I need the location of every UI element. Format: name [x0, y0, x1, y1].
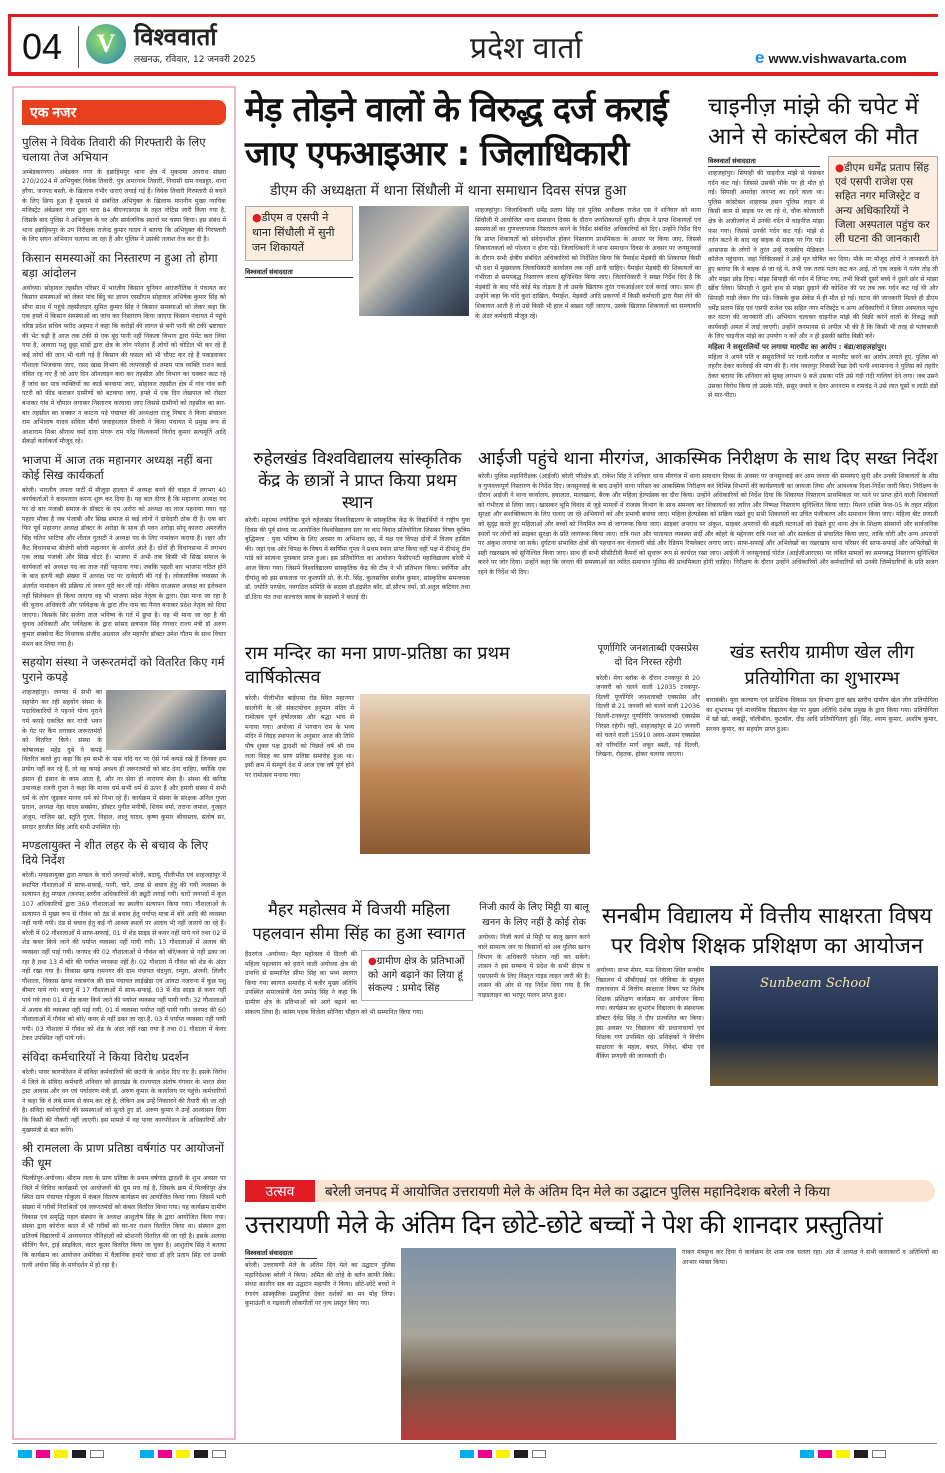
color-registration-bar [18, 1450, 104, 1458]
photo-sign: Sunbeam School [760, 976, 871, 991]
color-registration-bar [460, 1450, 546, 1458]
headline: पुलिस ने विवेक तिवारी की गिरफ्तारी के लिए चलाया तेज अभियान [22, 135, 206, 164]
article-body: अम्बेडकरनगर। अंबेडकर नगर के इब्राहिमपुर थाना क्षेत्र में मुकदमा अपराध संख्या 270/2024 में अभियुक्त विवेक तिवारी, पुत्र अमरनाथ तिवारी, निवासी ग्राम नवडहुर, थाना हरैया, जनपद बस्ती, के खिलाफ गंभीर धाराएं लगाई गई हैं। विवेक तिवारी गिरफ्तारी से बचने के लिए छिपा हुआ है मुकदमे से संबंधित अभियुक्त के खिलाफ माननीय मुख्य न्यायिक मजिस्ट्रेट अंबेडकर नगर द्वारा धारा 84 बीएनएसएस के तहत नोटिस जारी किया गया है, जिसके बाद पुलिस ने अभियुक्त के घर और सार्वजनिक स्थानों पर चस्पा किया। इस संबंध में थाना इब्राहिमपुर के उप निरीक्षक राजेन्द्र कुमार यादव ने बताया कि अभियुक्त की गिरफ्तारी के लिए सघन अभियान चलाया जा रहा है और पुलिस ने उसकी तलाश तेज कर दी है। [22, 168, 226, 244]
highlight-box: ●डीएम धर्मेंद्र प्रताप सिंह एवं एसपी राजेश एस सहित नगर मजिस्ट्रेट व अन्य अधिकारियों ने जिला अस्पताल पहुंच कर ली घटना की जानकारी [828, 156, 938, 251]
lead-article [245, 206, 701, 442]
article [22, 135, 226, 245]
article [22, 838, 226, 1044]
lead-story [245, 88, 701, 442]
khand-story [706, 640, 938, 885]
article [22, 655, 226, 832]
page-number: 04 [22, 26, 63, 67]
bullet-icon: ● [368, 956, 377, 967]
brand-logo: V [86, 24, 126, 64]
headline: राम मन्दिर का मना प्राण-प्रतिष्ठा का प्रथम वार्षिकोत्सव [245, 643, 510, 688]
ram-article [245, 694, 590, 884]
dateline: लखनऊ, रविवार, 12 जनवरी 2025 [134, 55, 256, 65]
lead-highlight-box: ●डीएम व एसपी ने थाना सिंधौली में सुनी जन शिकायतें [245, 206, 353, 261]
sunbeam-school-photo [710, 966, 938, 1086]
article [22, 1141, 226, 1270]
article-body: महिला ने अपने पति व ससुरालियों पर गाली-गलौज व मारपीट करने का आरोप लगाते हुए, पुलिस को तहरीर देकर कार्रवाई की मांग की है। गांव नवलपुर निवासी रेखा देवी पत्नी श्यामानन्द ने पुलिस को तहरीर देकर बताया कि शनिवार को सुबह लगभग 9 बजे उसका पति उसे गंदी गंदी गालियां देने लगा। जब उसने उसका विरोध किया तो उसके पति, ससुर जवारे व देवर अननराम व रामचंद्र ने उसे लात घूसों व लाठी डंडों से मार-पीटा। [708, 353, 938, 400]
article-body: शाहजहांपुर। जिलाधिकारी धर्मेंद्र प्रताप सिंह एवं पुलिस अधीक्षक राजेश एस ने शनिवार को थाना सिंधौली में आयोजित थाना समाधान दिवस के दौरान जनशिकायतें सुनी। डीएम ने प्राप्त शिकायतों एवं समस्याओं का गुणवत्तापरक निस्तारण करने के निर्देश संबंधित अधिकारियों को दिए। उन्होंने निर्देश दिए कि प्राप्त शिकायतों को संवेदनशील होकर निस्तारण प्राथमिकता के आधार पर किया जाए, जिससे शिकायतकर्ता को परेशान न होना पड़े। जिलाधिकारी ने थाना समाधान दिवस के अवसर पर जनसुनवाई के दौरान सभी क्षेत्रीय संबंधित अधिकारियों को निर्देशित किया कि पैमाईश मेड़बंदी की शिकायत किसी भी दशा में मुख्यालय जिलाधिकारी कार्यालय तक नहीं आनी चाहिए। पैमाईश मेड़बंदी की शिकायतों का गंभीरता से समयबद्ध निस्तारण करना सुनिश्चित किया जाए। जिलाधिकारी ने सख्त निर्देश दिए हैं कि मेड़बंदी के बाद यदि कोई मेड़ तोड़ता है तो उसके खिलाफ तुरंत एफआईआर दर्ज कराई जाए। साथ ही उन्होंने कहा कि यदि कुरां दाखिल, पैमाईश, मेड़बंदी आदि प्रकरणों में किसी कर्मचारी द्वारा पैसा लेने की शिकायत आती है तो उसे किसी भी हाल में बख्शा नहीं जाएगा, उसके खिलाफ शिकायतों का समयावधि के अंदर कर्मचारी मौजूद रहे। [475, 207, 701, 320]
masthead-rule [8, 72, 938, 76]
article-body: अयोध्या। निजी कार्य से मिट्टी या बालू खनन करने वाले सामान्य जन या किसानों को अब पुलिस खनन विभाग के अधिकारी परेशान नहीं कर सकेंगे। शासन ने इस सम्बन्ध में प्रदेश के सभी डीएम व एसएसपी के लिए विस्तृत गाइड लाइन जारी की है। शासन की ओर से यह निर्देश दिया गया है कि गाइडलाइन का भरपूर पालन प्राप्त हुआ। [478, 934, 590, 1000]
utsav-article [245, 1248, 938, 1440]
headline: सहयोग संस्था ने जरूरतमंदों को वितरित किए गर्म पुराने कपड़े [22, 655, 225, 685]
uttarayani-story [245, 1208, 938, 1440]
headline: आईजी पहुंचे थाना मीरगंज, आकस्मिक निरीक्षण के साथ दिए सख्त निर्देश [478, 449, 938, 469]
headline: खंड स्तरीय ग्रामीण खेल लीग प्रतियोगिता का शुभारम्भ [729, 642, 915, 689]
bullet-icon: ● [835, 162, 845, 174]
article-body: शाहजहांपुर। जनपद में सभी का सहयोग कर रही सहयोग संस्था के पदाधिकारियों ने पहनने योग्य पुराने गर्म कपड़े एकत्रित कर गांधी भवन के गेट पर कैंप लगाकर जरूरतमंदों को वितरित किये। संस्था के कोषाध्यक्ष महेंद्र दुबे ने कपड़े वितरित करते हुए कहा कि हम सभी के पास यदि घर पर ऐसे गर्म कपड़े रखे हैं जिनका हम प्रयोग नहीं कर रहे हैं, तो वह कपड़े अवश्य ही जरूरतमंदों को बांट देना चाहिए, क्योंकि एक इंसान ही इंसान के काम आता है, और नर सेवा ही नारायण सेवा है। संस्था की कनिष्ठ उपाध्यक्ष रजनी गुप्ता ने कहा कि मानव धर्म सभी धर्म से ऊपर है और हमारी संस्था में सभी धर्म के लोग जुड़कर मानव धर्म को निभा रहे हैं। कार्यक्रम में संस्था के संरक्षक अनिल गुप्ता प्रधान, अध्यक्ष नेहा यादव सक्सेना, डॉक्टर पुनीत मनीषी, शिवम वर्मा, तराना जमाल, नुजहत अंजुम, नाजिम खां, स्तुति गुप्ता, निहाल, शालू यादव, कृष्ण कुमार श्रीवास्तव, संतोष सर, सरदार हरजीत सिंह आदि सभी उपस्थित रहे। [22, 689, 226, 831]
sunbeam-article [596, 966, 938, 1170]
headline: सनबीम विद्यालय में वित्तीय साक्षरता विषय पर विशेष शिक्षक प्रशिक्षण का आयोजन [601, 904, 933, 959]
ram-story [245, 642, 590, 884]
bullet-icon: ● [252, 211, 262, 224]
constable-story [708, 92, 938, 440]
article-body: बरेली। उत्तरायणी मेले के अंतिम दिन मेले का उद्घाटन पुलिस महानिदेशक बरेली ने किया। अमित की लोहे के बर्तन काफी बिके। संध्या कालीन सत्र का उद्घाटन महापौर ने किया। छोटे-छोटे बच्चों ने रंगारंग सांस्कृतिक प्रस्तुतियां देकर दर्शकों का मन मोह लिया। कुमाऊंनी व गढ़वाली लोकगीतों पर नृत्य प्रस्तुत किए गए। [245, 1262, 395, 1308]
sunbeam-story [596, 902, 938, 1170]
byline: विश्ववार्ता संवाददाता [245, 1248, 317, 1259]
article [22, 251, 226, 447]
article-body: गाकर मंत्रमुग्ध कर दिया ये कार्यक्रम देर शाम तक चलता रहा। अंत में अध्यक्ष ने सभी कलाकारों व अतिथियों का आभार व्यक्त किया। [682, 1249, 938, 1266]
ek-nazar-badge: एक नजर [22, 100, 226, 125]
brand-name: विश्ववार्ता [134, 23, 217, 51]
purnagiri-story [596, 642, 700, 882]
headline: श्री रामलला के प्राण प्रतिष्ठा वर्षगांठ पर आयोजनों की धूम [22, 1141, 225, 1171]
highlight-box: ●ग्रामीण क्षेत्र के प्रतिभाओं को आगे बढ़ाने का लिया हूं संकल्प : प्रमोद सिंह [361, 950, 473, 1001]
maihar-article [245, 950, 473, 1170]
article-body: बाराबंकी। युवा कल्याण एवं प्रादेशिक विकास दल विभाग द्वारा खंड स्तरीय ग्रामीण खेल लीग प्रतियोगिता का शुभारम्भ पूर्व माध्यमिक विद्यालय बेड़ा पर मुख्य अतिथि दर्शक प्रमुख के द्वारा किया गया। प्रतियोगिता में खो खो, कबड्डी, वॉलीबॉल, फुटबॉल, दौड़ आदि प्रतियोगिताएं हुईं। सिंह, श्याम कुमार, आशीष कुमार, सरवन कुमार, का सहयोग प्राप्त हुआ। [706, 697, 938, 733]
headline: मैहर महोत्सव में विजयी महिला पहलवान सीमा सिंह का हुआ स्वागत [252, 900, 466, 943]
headline: भाजपा में आज तक महानगर अध्यक्ष नहीं बना कोई सिख कार्यकर्ता [22, 452, 213, 482]
headline: निजी कार्य के लिए मिट्टी या बालू खनन के लिए नहीं है कोई रोक [479, 902, 589, 929]
ig-story [478, 448, 938, 577]
ruhelkhand-story [245, 448, 470, 601]
strap-text: बरेली जनपद में आयोजित उत्तरायणी मेले के अंतिम दिन मेले का उद्घाटन पुलिस महानिदेशक बरेली ने किया [325, 1184, 830, 1199]
constable-article [708, 156, 938, 440]
headline: किसान समस्याओं का निस्तारण न हुआ तो होगा बड़ा आंदोलन [22, 250, 218, 280]
article [22, 1050, 226, 1135]
article-body: बरेली। पीलीभीत बाईपास रोड स्थित महानगर कालोनी के श्री संकटमोचन हनुमान मंदिर में रामोत्सव पूर्ण हर्षोल्लास और श्रद्धा भाव से मनाया गया। अयोध्या में भगवान राम के भव्य मंदिर में विग्रह स्थापना के अनुसार आज की तिथि पौष शुक्ल पक्ष द्वादशी को पिछले वर्ष श्री राम लला विग्रह का प्राण प्रतिष्ठा समारोह हुआ था। इसी क्रम में सम्पूर्ण देश में आज एक वर्ष पूर्ण होने पर रामोत्सव मनाया गया। [245, 695, 354, 779]
color-registration-bar [800, 1450, 886, 1458]
article-body: बरेली। पुलिस महानिरीक्षक (आईजी) बरेली परिक्षेत्र डॉ. राकेश सिंह ने शनिवार थाना मीरगंज में थाना समाधान दिवस के अवसर पर जनसुनवाई कर आम जनता की समस्याएं सुनी और उनकी शिकायतों के शीघ्र व गुणवत्तापूर्ण निस्तारण के निर्देश दिए। जनसुनवाई के बाद उन्होंने थाना परिसर का आकस्मिक निरीक्षण कर विभिन्न विभागों की कार्यप्रणाली का जायजा लिया और आवश्यक दिशा-निर्देश जारी किए। निरीक्षण के दौरान आईजी ने थाना कार्यालय, हवालात, मालखाना, बैरक और महिला हेल्पडेस्क का दौरा किया। उन्होंने अधिकारियों को निर्देश दिया कि शिकायत निस्तारण प्राथमिकता पर थाने पर प्राप्त होने वाली शिकायतों को गंभीरता से लिया जाए। खासकर भूमि विवाद से जुड़े मामलों में राजस्व विभाग के साथ समन्वय कर शिकायतों का त्वरित और निष्पक्ष निस्तारण सुनिश्चित किया जाए। मिशन शक्ति फेज-05 के तहत महिला सुरक्षा और सशक्तिकरण के लिए चलाए जा रहे अभियानों को और प्रभावी बनाया जाए। महिला हेल्पडेस्क को सक्रिय रखते हुए सभी शिकायतों का उचित पंजीकरण और समाधान किया जाए। महिला बीट प्रणाली को सुदृढ़ करते हुए महिलाओं और बच्चों को नियमित रूप से जागरूक किया जाए। साइबर अपराध पर अंकुश, साइबर अपराधों की बढ़ती घटनाओं को देखते हुए थाना क्षेत्र के शिक्षण संस्थानों और सार्वजनिक स्थलों पर लोगों को साइबर सुरक्षा के प्रति जागरूक किया जाए। रात्रि गश्त और यातायात व्यवस्था सर्दी और कोहरे के मद्देनजर रात्रि गश्त को और सतर्कता से संचालित किया जाए, ताकि चोरी और अन्य अपराधों पर अंकुश लगाया जा सके। दुर्घटना संभावित क्षेत्रों की पहचान कर चेतावनी बोर्ड और रेडियम रिफ्लेक्टर लगाए जाएं। साफ-सफाई और अभिलेखों का रखरखाव थाना परिसर की साफ-सफाई और अभिलेखों के सही रखरखाव को सुनिश्चित किया जाए। साथ ही सभी सीसीटीवी कैमरों को सुचारू रूप से कार्यरत रखा जाए। आईजी ने जनसुनवाई पोर्टल (आईजीआरएस) पर लंबित मामलों का समयबद्ध निस्तारण सुनिश्चित करने पर जोर दिया। उन्होंने कहा कि जनता की समस्याओं का त्वरित समाधान पुलिस की प्राथमिकता होनी चाहिए। निरीक्षण के दौरान उन्होंने अधिकारियों और कर्मचारियों को उनकी जिम्मेदारियों के प्रति सजग रहने के निर्देश भी दिए। [478, 473, 938, 577]
lead-headline: मेड़ तोड़ने वालों के विरुद्ध दर्ज कराई जाए एफआइआर : जिलाधिकारी [245, 90, 668, 174]
clothes-distribution-photo [106, 690, 226, 750]
headline: पूर्णागिरि जनशताब्दी एक्सप्रेस दो दिन निरस्त रहेगी [597, 643, 699, 669]
lead-subheadline: डीएम की अध्यक्षता में थाना सिंधौली में थाना समाधान दिवस संपन्न हुआ [270, 183, 627, 199]
article-body: मिल्कीपुर-अयोध्या। श्रीराम लला के प्राण प्रतिष्ठा के प्रथम वर्षगांठ द्वादशी के शुभ अवसर पर जिले में विविध कार्यक्रमों एवं आयोजनों की धूम मच गई है, जिसके क्रम में मिल्कीपुर क्षेत्र स्थित ग्राम पंचायत गोकुला में कंबल वितरण कार्यक्रम का आयोजित किया गया। जिसमें भारी संख्या में गरीबों निराश्रितों एवं जरूरतमंदों को कंबल वितरित किया गया। यह कार्यक्रम ग्रामीण विकास एवं समृद्धि पहल संस्थान के अध्यक्ष आशुतोष सिंह के द्वारा आयोजित किया गया। संस्था द्वारा कोरोना काल में भी गरीबों को घर-घर राशन वितरित किया था। संस्थान द्वारा प्रतिवर्ष विद्यालयों में अध्ययनरत नौनिहालों को स्टेशनरी वितरित की जा रही है। इसके अलावा सीलिंग फैन, ट्राई साइकिल, वाटर कूलर वितरित किया जा चुका है। आशुतोष सिंह ने बताया कि कार्यक्रम का आयोजन अमेरिका में वैज्ञानिक हमारे चाचा डॉ हरि प्रताप सिंह एवं उनकी पत्नी अर्चना सिंह के मार्गदर्शन में हो रहा है। [22, 1175, 226, 1269]
article-body: बरेली। महात्मा ज्योतिबा फुले रुहेलखंड विश्वविद्यालय के सांस्कृतिक केंद्र के विद्यार्थियों ने राष्ट्रीय युवा दिवस की पूर्व संध्या पर आयोजित विश्वविद्यालय स्तर पर वाद विवाद प्रतियोगिता जिसका विषय कृत्रिम बुद्धिमत्ता : युवा भविष्य के लिए अवसर या अभिशाप रहा, में पक्ष एवं विपक्ष दोनों में विजय हासिल की। जहां एक ओर विपक्ष के विषय में स्वर्णिमा गुप्ता ने प्रथम स्थान प्राप्त किया वहीं पक्ष में दीपांशु टीम पांडे को सांत्वना पुरस्कार प्राप्त हुआ। इस प्रतियोगिता का आयोजन फैसीएनटी महाविद्यालय बरेली में आज किया गया। जिसमें विश्वविद्यालय सांस्कृतिक केंद्र की टीम ने भी प्रतिभाग किया। स्वर्णिमा और दीपांशु को इस सफलता पर कुलपति प्रो. के.पी. सिंह, कुलसचिव संजीव कुमार, सांस्कृतिक समन्वयक डॉ. ज्योति पाण्डेय, नवगठित समिति के सदस्य डॉ.इंद्रप्रीत कौर, डॉ.सौरभ वर्मा, डॉ.अतुल कटियार तथा डॉ.दिना पंत तथा कल्चरल क्लब के सदस्यों ने बधाई दी। [245, 517, 470, 601]
article-body: बरेली। पावर कारपोरेशन में संविदा कर्मचारियों की छंटनी के आदेश दिए गए हैं। इसके विरोध में जिले के संविदा कर्मचारी शनिवार को झारखंड के राज्यपाल संतोष गंगवार के भारत सेवा ट्रस्ट आवास और वन एवं पर्यावरण मंत्री डॉ. अरुण कुमार के कार्यालय पर पहुंचे। कर्मचारियों ने कहा कि वे लंबे समय से काम कर रहे हैं, लेकिन अब उन्हें निकालने की तैयारी की जा रही है। संविदा कर्मचारियों की समस्याओं को सुनते हुए डॉ. अरुण कुमार ने उन्हें आश्वासन दिया कि किसी की नौकरी नहीं जाएगी। इस मामले में वह पावर कारपोरेशन के अधिकारियों और मुख्यमंत्री से बात करेंगे। [22, 1069, 226, 1134]
utsav-strap [245, 1180, 935, 1202]
article-body: शाहजहांपुर। सिपाही की चाइनीज मांझे से फंसकर गर्दन कट गई। जिससे उसकी मौके पर ही मौत हो गई। सिपाही अमरोहा जनपद का रहने वाला था। पुलिस कांस्टेबल शाहरुख हसन पुलिस लाइन से किसी काम से बाइक पर जा रहे थे, चौक कोतवाली क्षेत्र के अजीजगंज में उनकी गर्दन में चाइनीज मांझा फंस गया। जिससे उनकी गर्दन कट गई। मांझे से गर्दन कटने के बाद वह बाइक से सड़क पर गिर पड़े। आसपास के लोगों ने तुरंत उन्हें राजकीय मेडिकल कॉलेज पहुंचाया, जहां चिकित्सकों ने उन्हें मृत घोषित कर दिया। मौके पर मौजूद लोगों ने जानकारी देते हुए बताया कि ये बाइक से जा रहे थे, तभी एक तरफ पतंग कट कर आई, तो एक लड़के ने पतंग तोड़ ली और मांझा छोड़ दिया। मांझा सिपाही की गर्दन में लिपट गया, तभी किसी दूसरे बच्चे ने दूसरे छोर से मांझा खींच लिया। सिपाही ने दूसरे हाथ से मांझा छुड़ाने की कोशिश की पर तब तक गर्दन कट गई थी और सिपाही गाड़ी लेकर गिर पड़े। जिसके कुछ सेकेंड में ही मौत हो गई। घटना की जानकारी मिलते ही डीएम धर्मेंद्र प्रताप सिंह एवं एसपी राजेश एस सहित नगर मजिस्ट्रेट व अन्य अधिकारियों ने जिला अस्पताल पहुंच कर घटना की जानकारी ली। अभियान चलाकर चाइनीज मांझे की बिक्री करने वालों के विरुद्ध कड़ी कार्यवाही अमल में लाई जाएगी। उन्होंने जनमानस से अपील भी की है कि किसी भी तरह से पतंगबाजी के लिए चाइनीज मांझे का उपयोग न करें और न ही इसकी खरीद बिक्री करें। [708, 170, 938, 341]
divider [78, 26, 79, 68]
headline: उत्तरायणी मेले के अंतिम दिन छोटे-छोटे बच्चों ने पेश की शानदार प्रस्तुतियां [245, 1210, 883, 1239]
subheadline: महिला ने ससुरालियों पर लगाया मारपीट का आरोप : बंडा/शाहजहांपुर। [708, 342, 887, 351]
dm-meeting-photo [359, 206, 469, 316]
color-registration-bar [140, 1450, 226, 1458]
article-body: अयोध्या। डाभा सेमर, मऊ शिवाला स्थित सनबीम विद्यालय में सीबीएसई एवं जीविका के संयुक्त तत्वावधान में वित्तीय साक्षरता विषय पर विशेष शिक्षक प्रशिक्षण कार्यक्रम का आयोजन किया गया। कार्यक्रम का शुभारंभ विद्यालय के संस्थापक डॉक्टर देवेंद्र सिंह ने दीप प्रज्वलित कर किया। इस अवसर पर विद्यालय की प्रधानाचार्या एवं शिक्षक गण उपस्थित रहे। प्रशिक्षकों ने वित्तीय साक्षरता के महत्व, बचत, निवेश, बीमा एवं बैंकिंग प्रणाली की जानकारी दी। [596, 967, 704, 1061]
website-url[interactable]: www.vishwavarta.com [768, 51, 907, 66]
mining-story [478, 900, 590, 1170]
article-body: बरेली। मेगा ब्लॉक के दौरान टनकपुर से 20 जनवरी को चलने वाली 12035 टनकपुर-दिल्ली पूर्णागिरि जनशताब्दी एक्सप्रेस और दिल्ली से 21 जनवरी को चलने वाली 12036 दिल्ली-टनकपुर पूर्णागिरि जनशताब्दी एक्सप्रेस निरस्त रहेगी। यहीं, शाहजहांपुर से 20 जनवरी को चलने वाली 15910 अवध-असम एक्सप्रेस को परिवर्तित मार्ग शकूर बस्ती, नई दिल्ली, लिखना, रोहतक, होकर चलाया जाएगा। [596, 674, 700, 759]
article-body: अयोध्या। सोहावल तहसील परिसर में भारतीय किसान यूनियन अराजनैतिक ने पंचायत कर किसान समस्याओं को लेकर पांच बिंदु का ज्ञापन एसडीएम सोहावल अभिषेक कुमार सिंह को सौंपा साथ में पहुंचे तहसीलदार सुमित कुमार सिंह ने किसान समस्याओं को लेकर कहा कि एक हफ्ते में किसान समस्याओं का जांच कर निस्तारण किया जाएगा किसान पंचायत में पहुंचे वरिष्ठ प्रदेश सचिव फरीद अहमद ने कहा कि करोड़ों की लागत से बनी पानी की टंकी भ्रष्टाचार की भेंट चढ़ी है आज तक टंकी से एक बूंद पानी नहीं निकला विभाग द्वारा पेमेंट करा लिया गया है, आवारा पशु छुट्टा सांडों द्वारा क्षेत्र के लोग परेशान हैं लोगों को चोटिल भी कर रहे हैं कई लोगों की जान भी चली गई है किसान की फसल को भी चौपट कर रहे हैं पकड़वाकर गौशाला भिजवाया जाए, रसद खाद्य विभाग की लापरवाही से तमाम पात्र व्यक्ति राशन कार्ड वंचित रह गए हैं जो आए दिन ऑनलाइन करा कर तहसील और विभाग का चक्कर काट रहे हैं जांच कर पात्र व्यक्तियों का कार्ड बनवाया जाए, सोहावल तहसील क्षेत्र में गांव गांव बनी पटरी को फीड कराकर ग्रामीणों को बटवाया जाए, हफ्ते में एक दिन लेखपाल को रोस्टर बनाकर गांव में चौपाल लगाकर निस्तारण करवाया जाए जिससे ग्रामीणों को तहसील का बार-बार तहसील का चक्कर न काटना पड़े पंचायत की अध्यक्षता राजू निषाद ने किया संचालन राम अभिलाष यादव सविता मौर्या जवाहरलाल तिवारी ने किया पंचायत में प्रमुख रूप से आशाराम मिश्रा श्रीनाथ वर्मा दादा मंगरू राम नरेंद्र विश्वकर्मा विनोद कुमार सत्यमूर्ति आदि सैकड़ों कार्यकर्ता मौजूद रहे। [22, 284, 226, 446]
maihar-story [245, 898, 473, 1170]
article-body: बरेली। भारतीय जनता पार्टी में मौजूदा हालात में अध्यक्ष बनने की चाहत में लगभग 40 कार्यकर्ताओं ने कदमताल करना शुरू कर दिया है। यह बात दीगर है कि महानगर अध्यक्ष पद पर दो बार पंजाबी समाज के डॉक्टर के एम अरोरा को अध्यक्ष का ताज पहनाया गया। यह पहला मौका है जब पंजाबी और सिख समाज से कई लोगों ने दावेदारी ठोक दी है। एक बार फिर पूर्व महानगर अध्यक्ष डॉक्टर के अरोड़ा के साथ ही पवन अरोड़ा सोनू कालरा अमरजीत सिंह यतिन भाटिया और शीतल गुलाटी ने अध्यक्ष पद के लिए नामांकन कराया है। शहर और कैंट विधानसभा बीजेपी बरेली महानगर के अंतर्गत आते हैं। दोनों ही विधानसभा में लगभग एक लाख पंजाबी और सिख वोटर हैं। भाजपा में अभी तक किसी भी सिख समाज के कार्यकर्ता को अध्यक्ष पद का ताज नहीं पहनाया गया। जबकि पहली बार भाजपा गठित होने के बाद इतनी बड़ी संख्या में अध्यक्ष पद पर दावेदारी की गई है। लोकतांत्रिक व्यवस्था के अंतर्गत नामांकन की प्रक्रिया तो जरूर पूरी कर ली गई। लेकिन दरअसल अध्यक्ष का इलेक्शन नहीं सिलेक्शन ही किया जाएगा वह भी भाजपा प्रदेश नेतृत्व के द्वारा। ऐसा माना जा रहा है की चुनाव अधिकारी और पर्यवेक्षक के द्वारा तीन नाम का पैनल बनाकर प्रदेश नेतृत्व को दिया जाएगा। किसके सिर सजेगा ताज भविष्य के गर्त में छुपा है। यह भी माना जा रहा है की चुनाव अधिकारी और पर्यवेक्षक के द्वारा सांसद छत्रपाल सिंह गंगवार राज्य मंत्री डॉ अरुण कुमार सक्सेना कैंट विधायक संजीव अग्रवाल और महापौर डॉक्टर उमेश गौतम के साथ विचार मंथन कर लिया गया है। [22, 486, 226, 648]
utsav-tag: उत्सव [245, 1180, 315, 1202]
article-body: बरेली। मण्डलायुक्त द्वारा मण्डल के चारों जनपदों बरेली, बदायूं, पीलीभीत एवं शाहजहांपुर में स्थापित गौशालाओं में साफ-सफाई, पानी, चारे, ठण्ड से बचाव हेतु की गयी व्यवस्था के सत्यापन हेतु मण्डल /जनपद स्तरीय अधिकारियों की ड्यूटी लगाई गयी। चारों जनपदों में कुल 107 अधिकारियों द्वारा 369 गौशालाओं का स्थलीय सत्यापन किया गया। गौशालाओं के सत्यापन में मुख्य रूप से गौवंश को ठंड से बचाव हेतु पर्याप्त मात्रा में बोरे आदि की व्यवस्था नहीं पायी गयी। ठंड से बचाव हेतु कई गौ आश्रय स्थलों पर अलाव भी नहीं जलाये जा रहे हैं। बरेली में 02 गौशालाओं में साफ-सफाई, 01 में शेड साइड से कवर नहीं पाये गये तथा 02 में शेड कवर किये जाने की पर्याप्त व्यवस्था नहीं पायी गयी। 13 गौशालाओं में अलाव की व्यवस्था नहीं पाई गयी। जनपद की 02 गौशालाओं में गौवंश को बोरे/कवर से नहीं ढका जा रहा है तथा 13 में बोरे की पर्याप्त व्यवस्था नहीं है। 02 गौशाला में गौवंश को शेड के अंदर नहीं रखा गया है। विकास खण्ड रामनगर की ग्राम पंचायत चंदपुरा, रम्पुरा, अंजनी, लिलौर गौशाला, विकास खण्ड नवाबगंज की ग्राम पंचायत लाईखेड़ा एवं आंवटा नजराना में कुछ पशु बीमार पाये गये। बदायूं में 17 गौशालाओं में साफ-सफाई, 03 में शेड साइड से कवर नहीं पाये गये तथा 01 में शेड कवर किये जाने की पर्याप्त व्यवस्था नहीं पायी गयी। 32 गौशालाओं में अलाव की व्यवस्था नहीं पाई गयी, 01 में व्यवस्था पर्याप्त नहीं पायी गयी। जनपद की 60 गौशालाओं में गौवंश को बोरे/ कवर से नहीं ढका जा रहा है, 03 में पर्याप्त व्यवस्था नहीं पायी गयी। 03 गौशाला में गौवंश को शेड के अंदर नहीं रखा गया है तथा 01 गौशाला में केयर टेकर उपस्थित नहीं पाये गये। [22, 872, 226, 1043]
ek-nazar-column [12, 86, 236, 1440]
right-headline: चाइनीज़ मांझे की चपेट में आने से कांस्टेबल की मौत [708, 94, 919, 150]
byline: विश्ववार्ता संवाददाता [245, 267, 353, 278]
headline: मण्डलायुक्त ने शीत लहर के से बचाव के लिए दिये निर्देश [22, 838, 209, 868]
headline: रुहेलखंड विश्वविद्यालय सांस्कृतिक केंद्र के छात्रों ने प्राप्त किया प्रथम स्थान [253, 449, 462, 513]
children-performance-photo [401, 1248, 676, 1440]
website[interactable] [755, 48, 907, 68]
section-title: प्रदेश वार्ता [470, 31, 583, 66]
footer-rule [12, 1443, 937, 1444]
article [22, 453, 226, 649]
headline: संविदा कर्मचारियों ने किया विरोध प्रदर्शन [22, 1050, 189, 1065]
article-body: हैदरगंज -अयोध्या। मैहर महोत्सव में दिल्ली की महिला पहलवान को हराने वाली अयोध्या क्षेत्र की उपाधि से सम्मानित सीमा सिंह का भव्य स्वागत किया गया स्वागत समारोह में बतौर मुख्य अतिथि उपस्थित समाजसेवी नेता प्रमोद सिंह ने कहा कि ग्रामीण क्षेत्र के प्रतिभाओं को आगे बढ़ाने का संकल्प लिया है। कांस्य पदक विजेता सोनिया चौहान को भी सम्मानित किया गया। [245, 951, 424, 1016]
browser-icon: e [755, 48, 765, 67]
temple-event-photo [360, 694, 590, 854]
byline: विश्ववार्ता संवाददाता [708, 156, 820, 167]
